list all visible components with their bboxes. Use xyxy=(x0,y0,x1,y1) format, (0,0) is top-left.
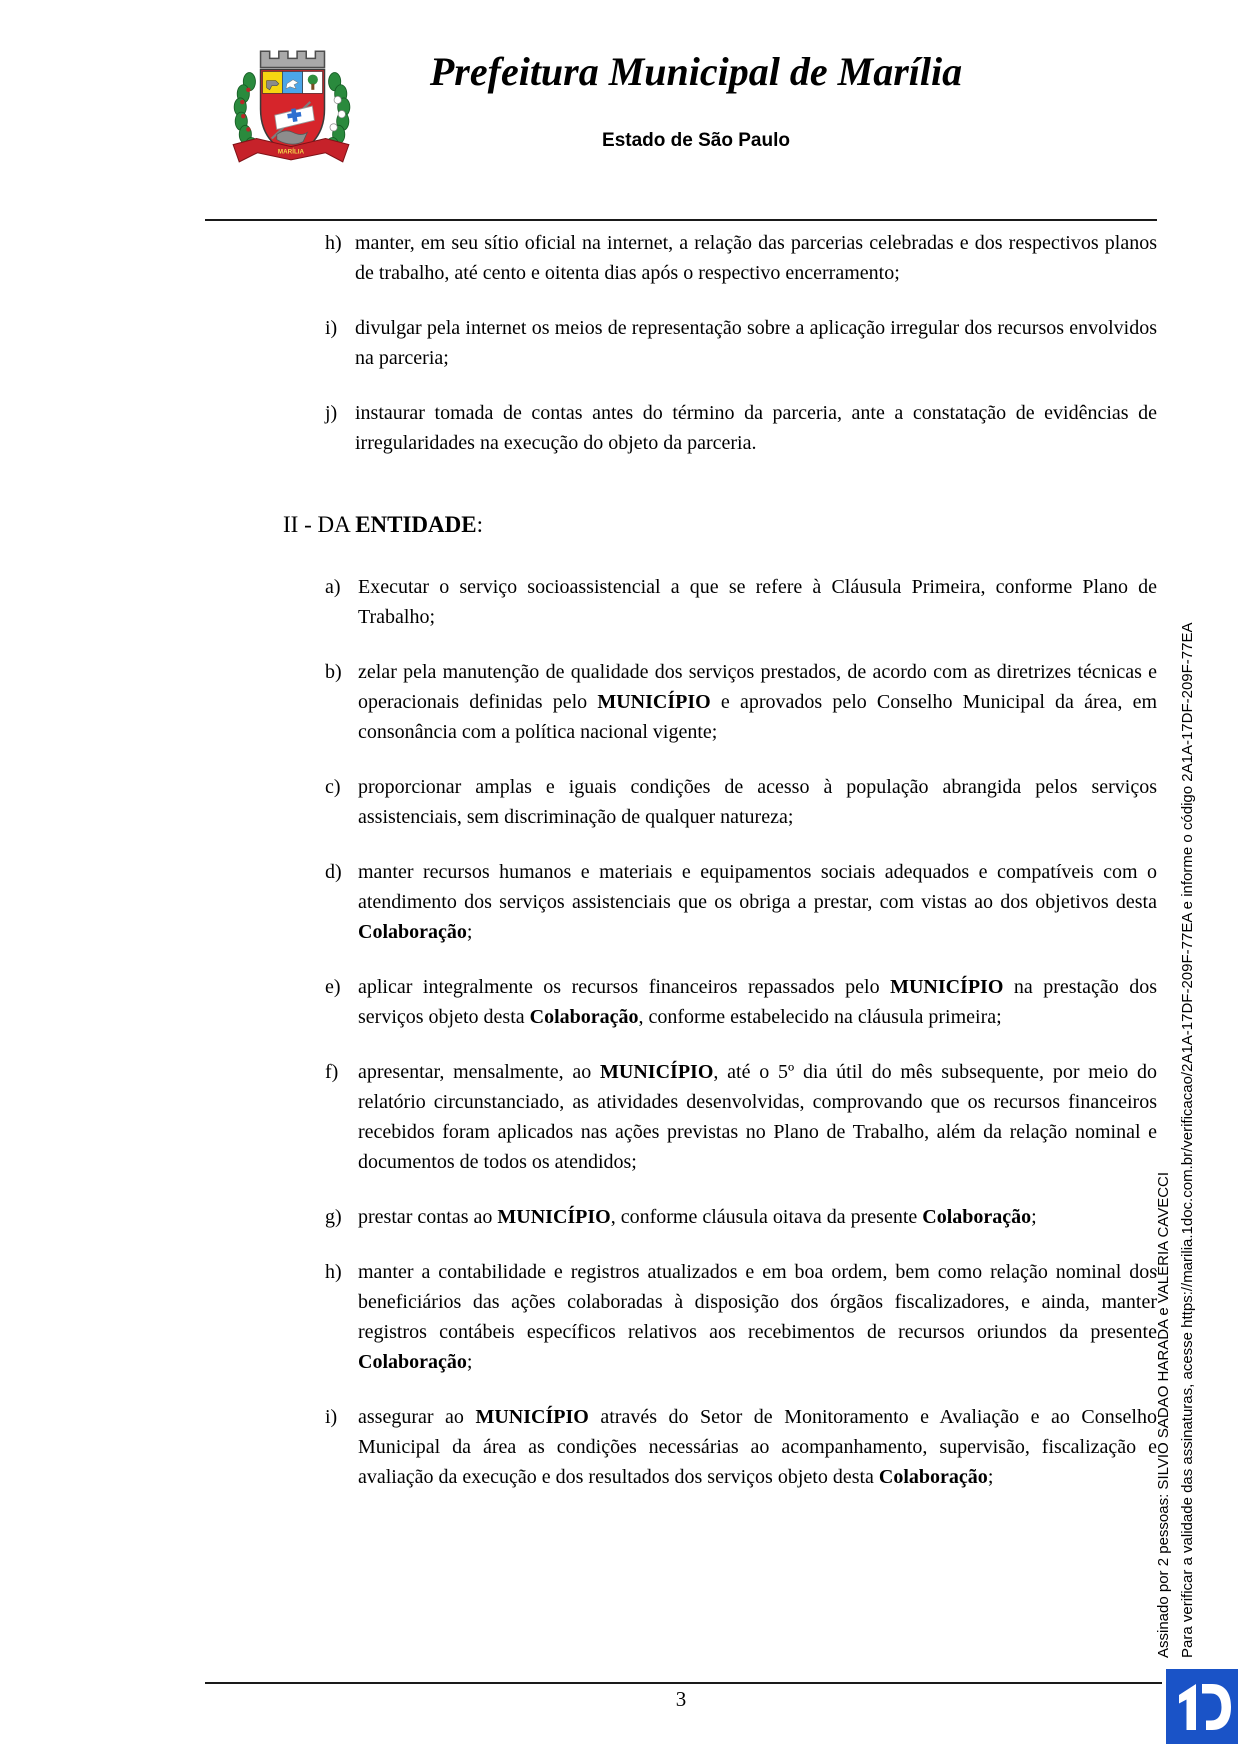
item-label: j) xyxy=(325,402,338,424)
list-item xyxy=(325,657,1157,747)
list-item xyxy=(325,857,1157,947)
list-item xyxy=(325,228,1157,288)
text-run: proporcionar amplas e iguais condições de acesso à população abrangida pelos serviços assistenciais, sem discriminação de qualquer natureza; xyxy=(358,776,1157,828)
item-label: d) xyxy=(325,861,342,883)
text-run: Executar o serviço socioassistencial a que se refere à Cláusula Primeira, conforme Plano de Trabalho; xyxy=(358,576,1157,628)
bold-term: MUNICÍPIO xyxy=(497,1206,611,1228)
item-label: g) xyxy=(325,1206,342,1228)
bold-term: MUNICÍPIO xyxy=(890,976,1004,998)
header-text xyxy=(360,46,1032,152)
bold-term: Colaboração xyxy=(358,921,467,943)
text-run: apresentar, mensalmente, ao xyxy=(358,1061,601,1083)
item-text xyxy=(358,772,1157,832)
item-text xyxy=(358,1257,1157,1377)
footer-divider xyxy=(205,1682,1162,1684)
item-label: h) xyxy=(325,232,342,254)
bold-term: MUNICÍPIO xyxy=(600,1061,714,1083)
text-run: ; xyxy=(466,1351,473,1373)
item-text xyxy=(355,313,1157,373)
item-label: i) xyxy=(325,317,338,339)
text-run: , conforme cláusula oitava da presente xyxy=(610,1206,923,1228)
text-run: e aprovados pelo Conselho Municipal da área, em consonância com a política nacional vigente; xyxy=(358,691,1158,743)
clause-list-2 xyxy=(205,572,1157,1492)
text-run: aplicar integralmente os recursos financeiros repassados pelo xyxy=(358,976,891,998)
text-run: : xyxy=(476,512,483,537)
item-label: h) xyxy=(325,1261,342,1283)
section-heading xyxy=(283,510,1157,540)
tree-trunk xyxy=(311,84,314,90)
bold-term: MUNICÍPIO xyxy=(597,691,711,713)
item-label: b) xyxy=(325,661,342,683)
coat-of-arms-logo xyxy=(224,36,358,170)
item-label: e) xyxy=(325,976,341,998)
text-run: através do Setor de Monitoramento e Avaliação e ao Conselho Municipal da área as condições necessárias ao acompanhamento, supervisão, fiscalização e avaliação da execução e dos resultados dos serviços objeto desta xyxy=(358,1406,1157,1488)
item-label: c) xyxy=(325,776,341,798)
signature-verification-line: Para verificar a validade das assinaturas, acesse https://marilia.1doc.com.br/verificacao/2A1A-17DF-209F-77EA e informe o código 2A1A-17DF-209F-77EA xyxy=(1179,622,1196,1658)
header-subtitle: Estado de São Paulo xyxy=(602,130,790,151)
text-run: , conforme estabelecido na cláusula primeira; xyxy=(638,1006,1002,1028)
header-divider xyxy=(205,219,1157,221)
document-body xyxy=(205,228,1157,1517)
text-run: assegurar ao xyxy=(358,1406,476,1428)
signature-sidebar xyxy=(1152,498,1200,1658)
tree-charge xyxy=(308,75,318,85)
bold-term: MUNICÍPIO xyxy=(475,1406,589,1428)
bold-term: Colaboração xyxy=(878,1466,988,1488)
item-text xyxy=(358,572,1157,632)
text-run: zelar pela manutenção de qualidade dos serviços prestados, de acordo com as diretrizes técnicas e operacionais definidas pelo xyxy=(358,661,1157,713)
item-label: i) xyxy=(325,1406,338,1428)
list-item xyxy=(325,972,1157,1032)
bold-term: ENTIDADE xyxy=(355,512,477,537)
item-text xyxy=(355,398,1157,458)
list-item xyxy=(325,1202,1157,1232)
text-run: na prestação dos serviços objeto desta xyxy=(358,976,1158,1028)
item-text xyxy=(358,972,1157,1032)
text-run: ; xyxy=(466,921,473,943)
item-text xyxy=(358,1057,1157,1177)
bold-term: Colaboração xyxy=(358,1351,467,1373)
mural-crown xyxy=(261,51,325,67)
item-text xyxy=(355,228,1157,288)
list-item xyxy=(325,772,1157,832)
item-text xyxy=(358,1402,1157,1492)
text-run: instaurar tomada de contas antes do término da parceria, ante a constatação de evidências de irregularidades na execução do objeto da parceria. xyxy=(355,402,1157,454)
text-run: divulgar pela internet os meios de representação sobre a aplicação irregular dos recursos envolvidos na parceria; xyxy=(355,317,1157,369)
list-item xyxy=(325,313,1157,373)
item-label: a) xyxy=(325,576,341,598)
text-run: II - DA xyxy=(283,512,356,537)
page-number: 3 xyxy=(675,1687,687,1711)
clause-list-1 xyxy=(205,228,1157,458)
text-run: ; xyxy=(1031,1206,1037,1228)
1doc-logo xyxy=(1166,1669,1238,1744)
text-run: , até o 5º dia útil do mês subsequente, por meio do relatório circunstanciado, as atividades desenvolvidas, comprovando que os recursos financeiros recebidos foram aplicados nas ações previstas no Plano de Trabalho, além da relação nominal e documentos de todos os atendidos; xyxy=(358,1061,1157,1173)
item-text xyxy=(358,1202,1157,1232)
list-item xyxy=(325,1257,1157,1377)
bold-term: Colaboração xyxy=(922,1206,1032,1228)
item-text xyxy=(358,657,1157,747)
text-run: manter, em seu sítio oficial na internet, a relação das parcerias celebradas e dos respectivos planos de trabalho, até cento e oitenta dias após o respectivo encerramento; xyxy=(355,232,1157,284)
list-item xyxy=(325,572,1157,632)
bold-term: Colaboração xyxy=(529,1006,639,1028)
item-label: f) xyxy=(325,1061,339,1083)
text-run: ; xyxy=(987,1466,994,1488)
header-title: Prefeitura Municipal de Marília xyxy=(429,49,963,94)
ribbon-banner-text: MARÍLIA xyxy=(277,148,305,156)
list-item xyxy=(325,398,1157,458)
signature-signers-line: Assinado por 2 pessoas: SILVIO SADAO HARADA e VALÉRIA CAVECCI xyxy=(1155,1171,1172,1658)
text-run: manter a contabilidade e registros atualizados e em boa ordem, bem como relação nominal dos beneficiários das ações colaboradas à disposição dos órgãos fiscalizadores, e ainda, manter registros contábeis específicos relativos aos recebimentos de recursos oriundos da presente xyxy=(358,1261,1157,1343)
list-item xyxy=(325,1402,1157,1492)
text-run: prestar contas ao xyxy=(358,1206,498,1228)
text-run: manter recursos humanos e materiais e equipamentos sociais adequados e compatíveis com o atendimento dos serviços assistenciais que os obriga a prestar, com vistas ao dos objetivos desta xyxy=(358,861,1157,913)
item-text xyxy=(358,857,1157,947)
list-item xyxy=(325,1057,1157,1177)
